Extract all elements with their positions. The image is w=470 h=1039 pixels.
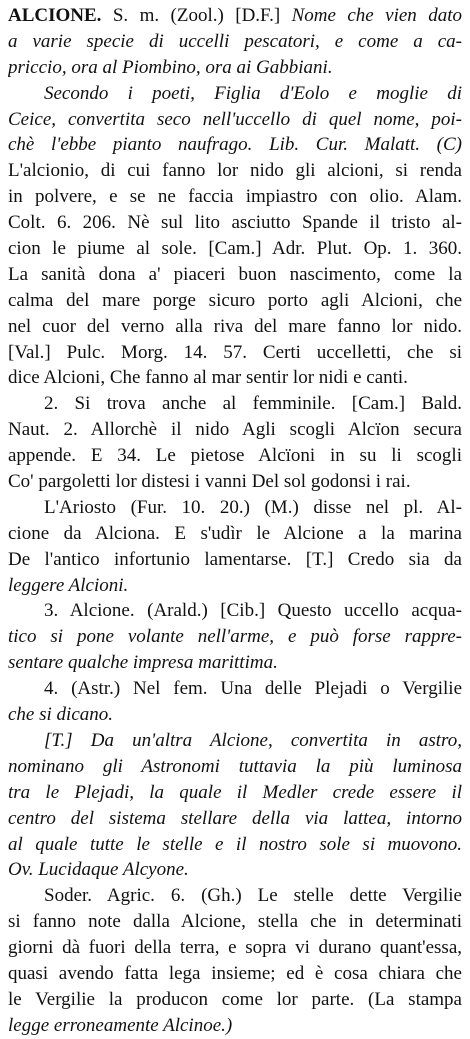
entry-line-29: [T.] Da un'altra Alcione, convertita in astro, — [44, 729, 462, 751]
entry-line-25: tico si pone volante nell'arme, e può forse rappre- — [8, 626, 462, 648]
entry-line-17: Naut. 2. Allorchè il nido Agli scogli Alcïon secura — [8, 419, 462, 441]
entry-line-15: dice Alcioni, Che fanno al mar sentir lor nidi e canti. — [8, 367, 408, 389]
entry-line-30: nominano gli Astronomi tuttavia la più luminosa — [8, 755, 462, 777]
entry-line-9: Colt. 6. 206. Nè sul lito asciutto Spande il tristo al- — [8, 212, 462, 234]
entry-line-26: sentare qualche impresa marittima. — [8, 652, 278, 674]
entry-line-3: priccio, ora al Piombino, ora ai Gabbiani. — [8, 56, 333, 78]
entry-line-28: che si dicano. — [8, 704, 114, 726]
entry-line-4: Secondo i poeti, Figlia d'Eolo e moglie di — [44, 82, 462, 104]
entry-line-24: 3. Alcione. (Arald.) [Cib.] Questo uccello acqua- — [44, 600, 462, 622]
entry-line-31: tra le Plejadi, la quale il Medler crede essere il — [8, 781, 462, 803]
entry-line-37: giorni dà fuori della terra, e sopra vi durano quant'essa, — [8, 937, 462, 959]
entry-line-38: quasi avendo fatta lega insieme; ed è cosa chiara che — [8, 962, 462, 984]
entry-line-23: leggere Alcioni. — [8, 574, 129, 596]
entry-line-22: De l'antico infortunio lamentarse. [T.] Credo sia da — [8, 548, 462, 570]
entry-line-12: calma del mare porge sicuro porto agli Alcioni, che — [8, 289, 462, 311]
entry-line-36: si fanno note dalla Alcione, stella che in determinati — [8, 911, 462, 933]
entry-line-11: La sanità dona a' piaceri buon nascimento, come la — [8, 263, 462, 285]
entry-headword: ALCIONE. — [8, 5, 102, 26]
entry-line-16: 2. Si trova anche al femminile. [Cam.] Bald. — [44, 393, 462, 415]
entry-line-20: L'Ariosto (Fur. 10. 20.) (M.) disse nel pl. Al- — [44, 496, 462, 518]
entry-line-39: le Vergilie la producon come lor parte. (La stampa — [8, 988, 462, 1010]
entry-line-32: centro del sistema stellare della via lattea, intorno — [8, 807, 462, 829]
entry-line-40: legge erroneamente Alcinoe.) — [8, 1014, 233, 1036]
entry-line-5: Ceice, convertita seco nell'uccello di quel nome, poi- — [8, 108, 462, 130]
entry-line-34: Ov. Lucidaque Alcyone. — [8, 859, 189, 881]
entry-line-1: ALCIONE. S. m. (Zool.) [D.F.] Nome che vien dato — [8, 5, 462, 26]
entry-line-8: in polvere, e se ne faccia impiastro con olio. Alam. — [8, 186, 462, 208]
entry-line-14: [Val.] Pulc. Morg. 14. 57. Certi uccelletti, che si — [8, 341, 462, 363]
entry-line-13: nel cuor del verno alla riva del mare fanno lor nido. — [8, 315, 462, 337]
entry-line-35: Soder. Agric. 6. (Gh.) Le stelle dette Vergilie — [44, 885, 462, 907]
entry-line-27: 4. (Astr.) Nel fem. Una delle Plejadi o Vergilie — [44, 678, 462, 700]
entry-line-2: a varie specie di uccelli pescatori, e come a ca- — [8, 30, 462, 52]
entry-line-10: cion le piume al sole. [Cam.] Adr. Plut. Op. 1. 360. — [8, 238, 462, 260]
entry-line-33: al quale tutte le stelle e il nostro sole si muovono. — [8, 833, 462, 855]
entry-line-18: appende. E 34. Le pietose Alcïoni in su li scogli — [8, 445, 462, 467]
entry-line-7: L'alcionio, di cui fanno lor nido gli alcioni, si renda — [8, 160, 462, 182]
entry-line-6: chè l'ebbe pianto naufrago. Lib. Cur. Malatt. (C) — [8, 134, 462, 156]
entry-line-21: cione da Alciona. E s'udìr le Alcione a la marina — [8, 522, 462, 544]
entry-line-19: Co' pargoletti lor distesi i vanni Del sol godonsi i rai. — [8, 471, 411, 493]
